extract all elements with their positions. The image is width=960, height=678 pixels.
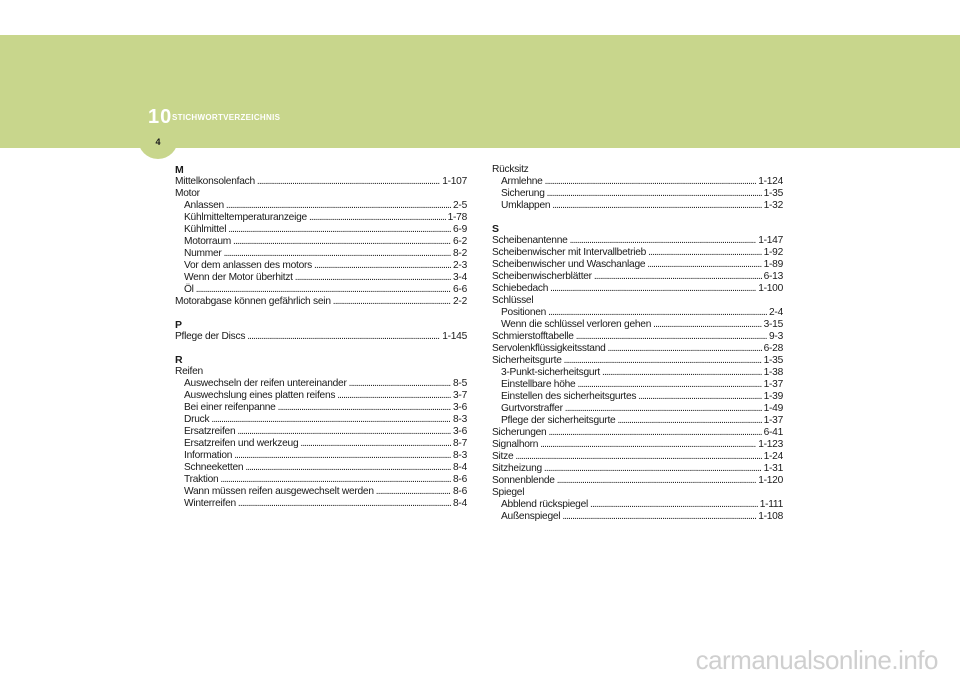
entry-page-ref: 8-5	[453, 378, 467, 389]
entry-label: Scheibenwischer mit Intervallbetrieb	[492, 247, 647, 258]
dot-leader	[247, 331, 440, 343]
entry-label: Sitze	[492, 451, 514, 462]
dot-leader	[234, 450, 451, 462]
dot-leader	[238, 498, 451, 510]
entry-label: Umklappen	[501, 200, 551, 211]
entry-label: Auswechslung eines platten reifens	[184, 390, 336, 401]
index-section	[175, 354, 467, 510]
dot-leader	[562, 511, 756, 523]
index-subentry	[175, 224, 467, 236]
entry-label: Traktion	[184, 474, 219, 485]
entry-label: Abblend rückspiegel	[501, 499, 588, 510]
entry-page-ref: 1-108	[758, 511, 783, 522]
index-subentry	[492, 511, 783, 523]
entry-page-ref: 3-6	[453, 426, 467, 437]
dot-leader	[309, 212, 446, 224]
dot-leader	[349, 378, 451, 390]
index-subentry	[492, 379, 783, 391]
entry-label: Gurtvorstraffer	[501, 403, 563, 414]
entry-page-ref: 1-24	[763, 451, 783, 462]
dot-leader	[226, 200, 451, 212]
dot-leader	[594, 271, 762, 283]
entry-page-ref: 6-2	[453, 236, 467, 247]
dot-leader	[557, 475, 756, 487]
entry-label: Anlassen	[184, 200, 224, 211]
entry-page-ref: 1-78	[447, 212, 467, 223]
entry-label: Servolenkflüssigkeitsstand	[492, 343, 606, 354]
entry-label: Scheibenwischer und Waschanlage	[492, 259, 646, 270]
entry-page-ref: 1-124	[758, 176, 783, 187]
dot-leader	[220, 474, 451, 486]
dot-leader	[233, 236, 451, 248]
dot-leader	[565, 403, 762, 415]
section-letter: P	[175, 319, 183, 331]
index-subentry	[492, 403, 783, 415]
section-letter: R	[175, 354, 183, 366]
dot-leader	[540, 439, 756, 451]
index-subentry	[492, 391, 783, 403]
page-number: 4	[155, 137, 161, 147]
index-entry	[492, 487, 783, 499]
entry-label: Nummer	[184, 248, 222, 259]
index-subentry	[175, 378, 467, 390]
dot-leader	[224, 248, 451, 260]
entry-page-ref: 1-39	[763, 391, 783, 402]
dot-leader	[647, 259, 761, 271]
index-subentry	[175, 272, 467, 284]
entry-page-ref: 6-9	[453, 224, 467, 235]
index-subentry	[492, 415, 783, 427]
entry-label: Sonnenblende	[492, 475, 555, 486]
entry-label: Bei einer reifenpanne	[184, 402, 276, 413]
entry-label: Einstellen des sicherheitsgurtes	[501, 391, 637, 402]
watermark: carmanualsonline.info	[695, 645, 938, 675]
entry-label: Armlehne	[501, 176, 543, 187]
entry-label: Sicherung	[501, 188, 545, 199]
dot-leader	[211, 414, 451, 426]
entry-page-ref: 1-111	[759, 499, 783, 510]
index-entry	[492, 355, 783, 367]
dot-leader	[550, 283, 756, 295]
index-subentry	[175, 260, 467, 272]
entry-page-ref: 3-7	[453, 390, 467, 401]
entry-label: Pflege der Discs	[175, 331, 246, 342]
entry-label: Vor dem anlassen des motors	[184, 260, 313, 271]
entry-page-ref: 6-6	[453, 284, 467, 295]
dot-leader	[608, 343, 762, 355]
entry-label: Pflege der sicherheitsgurte	[501, 415, 616, 426]
dot-leader	[295, 272, 451, 284]
index-entry	[492, 271, 783, 283]
dot-leader	[577, 379, 761, 391]
entry-label: Sicherungen	[492, 427, 547, 438]
entry-label: Rücksitz	[492, 164, 529, 175]
entry-label: Motorraum	[184, 236, 232, 247]
entry-page-ref: 2-3	[453, 260, 467, 271]
index-section	[492, 164, 783, 212]
entry-label: Motorabgase können gefährlich sein	[175, 296, 331, 307]
dot-leader	[314, 260, 451, 272]
entry-label: Scheibenwischerblätter	[492, 271, 592, 282]
entry-page-ref: 8-7	[453, 438, 467, 449]
index-entry	[492, 331, 783, 343]
entry-label: Schiebedach	[492, 283, 549, 294]
chapter-title: STICHWORTVERZEICHNIS	[172, 113, 281, 122]
entry-label: Sicherheitsgurte	[492, 355, 562, 366]
dot-leader	[228, 224, 451, 236]
entry-label: Ersatzreifen und werkzeug	[184, 438, 299, 449]
entry-label: Ersatzreifen	[184, 426, 236, 437]
entry-page-ref: 3-15	[763, 319, 783, 330]
dot-leader	[564, 355, 762, 367]
entry-page-ref: 1-92	[763, 247, 783, 258]
index-section	[175, 164, 467, 308]
index-subentry	[492, 200, 783, 212]
entry-label: 3-Punkt-sicherheitsgurt	[501, 367, 601, 378]
dot-leader	[515, 451, 761, 463]
entry-label: Wenn die schlüssel verloren gehen	[501, 319, 652, 330]
entry-page-ref: 8-3	[453, 450, 467, 461]
dot-leader	[333, 296, 451, 308]
index-entry	[492, 451, 783, 463]
dot-leader	[617, 415, 761, 427]
entry-label: Außenspiegel	[501, 511, 561, 522]
dot-leader	[653, 319, 761, 331]
dot-leader	[547, 188, 762, 200]
index-subentry	[175, 200, 467, 212]
index-entry	[175, 366, 467, 378]
entry-label: Winterreifen	[184, 498, 236, 509]
entry-page-ref: 1-100	[758, 283, 783, 294]
entry-label: Mittelkonsolenfach	[175, 176, 255, 187]
index-subentry	[175, 486, 467, 498]
index-entry	[175, 176, 467, 188]
index-section	[175, 319, 467, 343]
index-subentry	[175, 438, 467, 450]
index-entry	[492, 247, 783, 259]
dot-leader	[602, 367, 762, 379]
entry-page-ref: 3-4	[453, 272, 467, 283]
index-subentry	[175, 402, 467, 414]
dot-leader	[648, 247, 762, 259]
index-subentry	[492, 176, 783, 188]
index-subentry	[492, 319, 783, 331]
entry-page-ref: 1-37	[763, 415, 783, 426]
entry-page-ref: 8-4	[453, 498, 467, 509]
index-subentry	[175, 212, 467, 224]
page-number-tab	[138, 131, 178, 159]
index-subentry	[492, 307, 783, 319]
entry-label: Schneeketten	[184, 462, 244, 473]
entry-page-ref: 8-2	[453, 248, 467, 259]
entry-page-ref: 2-5	[453, 200, 467, 211]
index-entry	[492, 283, 783, 295]
entry-page-ref: 6-41	[763, 427, 783, 438]
entry-label: Druck	[184, 414, 210, 425]
entry-label: Wann müssen reifen ausgewechselt werden	[184, 486, 374, 497]
dot-leader	[196, 284, 451, 296]
dot-leader	[278, 402, 451, 414]
entry-label: Einstellbare höhe	[501, 379, 576, 390]
index-column-left	[175, 164, 467, 521]
entry-label: Motor	[175, 188, 200, 199]
entry-page-ref: 1-147	[758, 235, 783, 246]
entry-page-ref: 1-107	[442, 176, 467, 187]
index-subentry	[492, 188, 783, 200]
index-entry	[492, 427, 783, 439]
index-subentry	[175, 248, 467, 260]
entry-label: Schmierstofftabelle	[492, 331, 574, 342]
entry-page-ref: 1-35	[763, 188, 783, 199]
entry-page-ref: 2-2	[453, 296, 467, 307]
dot-leader	[257, 176, 440, 188]
entry-page-ref: 1-32	[763, 200, 783, 211]
index-entry	[492, 235, 783, 247]
dot-leader	[576, 331, 767, 343]
entry-page-ref: 1-35	[763, 355, 783, 366]
index-entry	[492, 463, 783, 475]
index-subentry	[492, 499, 783, 511]
dot-leader	[376, 486, 451, 498]
dot-leader	[545, 176, 757, 188]
entry-label: Kühlmitteltemperaturanzeige	[184, 212, 307, 223]
entry-label: Spiegel	[492, 487, 525, 498]
dot-leader	[590, 499, 758, 511]
index-subentry	[175, 426, 467, 438]
dot-leader	[544, 463, 762, 475]
index-entry	[492, 439, 783, 451]
index-section	[492, 223, 783, 523]
dot-leader	[638, 391, 761, 403]
entry-page-ref: 1-89	[763, 259, 783, 270]
entry-label: Öl	[184, 284, 194, 295]
entry-page-ref: 8-3	[453, 414, 467, 425]
dot-leader	[570, 235, 757, 247]
index-subentry	[492, 367, 783, 379]
entry-label: Reifen	[175, 366, 203, 377]
entry-page-ref: 9-3	[769, 331, 783, 342]
entry-page-ref: 8-6	[453, 474, 467, 485]
entry-label: Sitzheizung	[492, 463, 542, 474]
dot-leader	[548, 307, 767, 319]
entry-page-ref: 6-28	[763, 343, 783, 354]
entry-page-ref: 1-37	[763, 379, 783, 390]
entry-label: Positionen	[501, 307, 547, 318]
entry-page-ref: 1-38	[763, 367, 783, 378]
entry-label: Information	[184, 450, 233, 461]
index-subentry	[175, 462, 467, 474]
index-subentry	[175, 498, 467, 510]
index-entry	[492, 259, 783, 271]
index-subentry	[175, 390, 467, 402]
chapter-number: 10	[148, 106, 173, 128]
index-column-right	[492, 164, 783, 534]
index-subentry	[175, 474, 467, 486]
entry-label: Wenn der Motor überhitzt	[184, 272, 293, 283]
dot-leader	[337, 390, 451, 402]
entry-page-ref: 3-6	[453, 402, 467, 413]
index-entry	[175, 331, 467, 343]
dot-leader	[300, 438, 451, 450]
section-letter: S	[492, 223, 500, 235]
index-entry	[175, 188, 467, 200]
entry-label: Auswechseln der reifen untereinander	[184, 378, 347, 389]
entry-page-ref: 8-4	[453, 462, 467, 473]
entry-page-ref: 1-145	[442, 331, 467, 342]
index-subentry	[175, 450, 467, 462]
entry-page-ref: 1-120	[758, 475, 783, 486]
entry-page-ref: 1-123	[758, 439, 783, 450]
index-entry	[492, 343, 783, 355]
index-entry	[492, 295, 783, 307]
dot-leader	[552, 200, 761, 212]
entry-label: Signalhorn	[492, 439, 539, 450]
entry-page-ref: 6-13	[763, 271, 783, 282]
dot-leader	[237, 426, 451, 438]
index-entry	[492, 475, 783, 487]
index-entry	[175, 296, 467, 308]
index-entry	[492, 164, 783, 176]
entry-label: Schlüssel	[492, 295, 534, 306]
entry-label: Scheibenantenne	[492, 235, 568, 246]
entry-page-ref: 8-6	[453, 486, 467, 497]
index-subentry	[175, 284, 467, 296]
index-subentry	[175, 414, 467, 426]
dot-leader	[548, 427, 761, 439]
entry-page-ref: 2-4	[769, 307, 783, 318]
dot-leader	[245, 462, 451, 474]
entry-label: Kühlmittel	[184, 224, 227, 235]
entry-page-ref: 1-31	[763, 463, 783, 474]
section-letter: M	[175, 164, 184, 176]
index-subentry	[175, 236, 467, 248]
entry-page-ref: 1-49	[763, 403, 783, 414]
